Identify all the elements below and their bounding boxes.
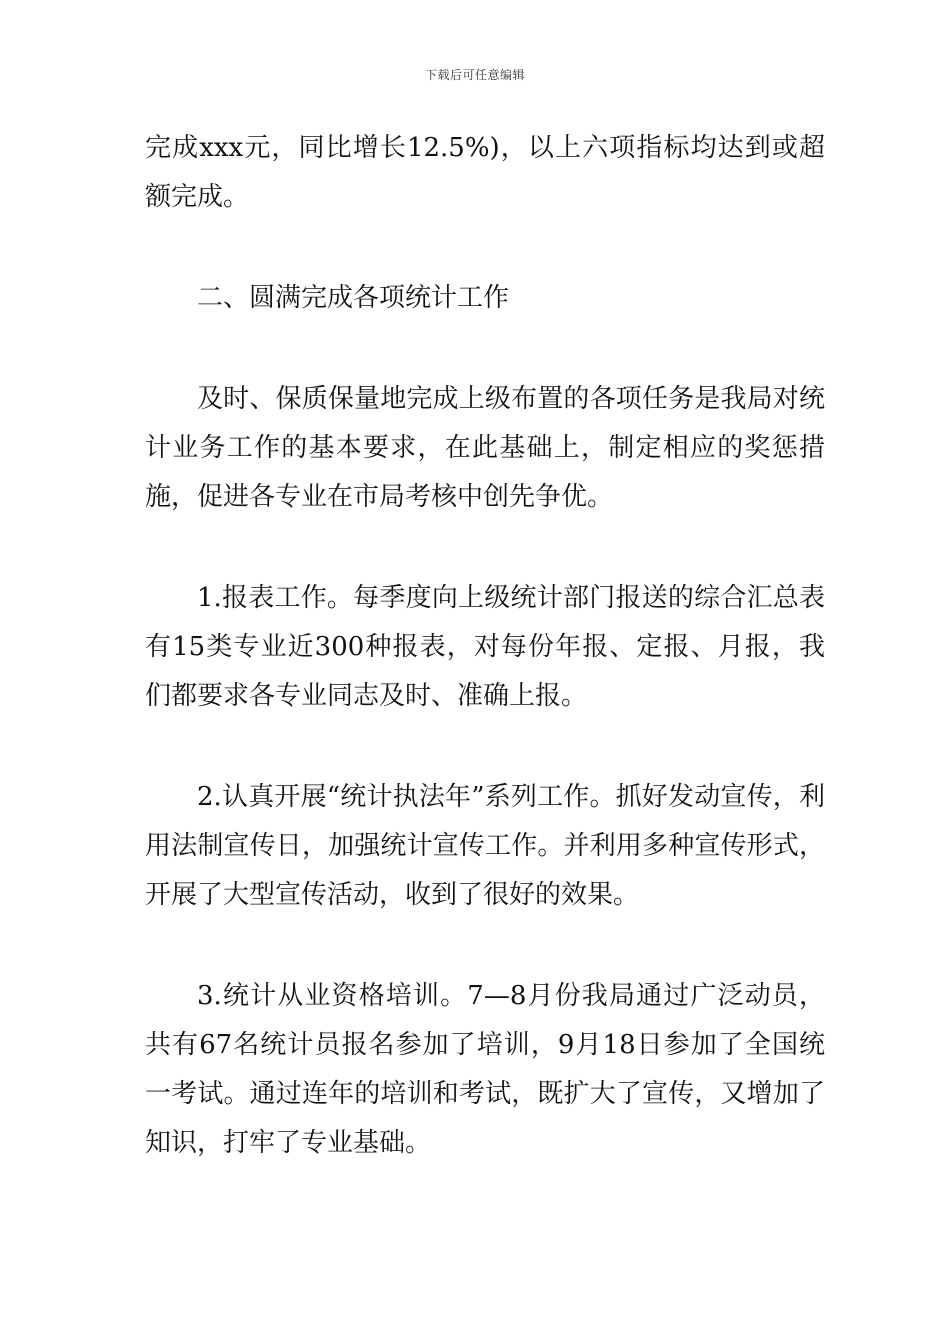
paragraph-intro: 及时、保质保量地完成上级布置的各项任务是我局对统计业务工作的基本要求，在此基础上，制定相应的奖惩措施，促进各专业在市局考核中创先争优。	[145, 384, 825, 512]
page-header-note: 下载后可任意编辑	[424, 68, 525, 82]
paragraph-item-3: 3.统计从业资格培训。7—8月份我局通过广泛动员，共有67名统计员报名参加了培训，9月18日参加了全国统一考试。通过连年的培训和考试，既扩大了宣传，又增加了知识，打牢了专业基础。	[145, 981, 825, 1158]
section-heading: 二、圆满完成各项统计工作	[197, 283, 510, 313]
document-body	[145, 124, 825, 1220]
paragraph-item-1: 1.报表工作。每季度向上级统计部门报送的综合汇总表有15类专业近300种报表，对每份年报、定报、月报，我们都要求各专业同志及时、准确上报。	[145, 583, 825, 711]
paragraph-item-2: 2.认真开展“统计执法年”系列工作。抓好发动宣传，利用法制宣传日，加强统计宣传工作。并利用多种宣传形式，开展了大型宣传活动，收到了很好的效果。	[145, 782, 825, 910]
paragraph-continuation: 完成xxx元，同比增长12.5%)，以上六项指标均达到或超额完成。	[145, 133, 825, 212]
